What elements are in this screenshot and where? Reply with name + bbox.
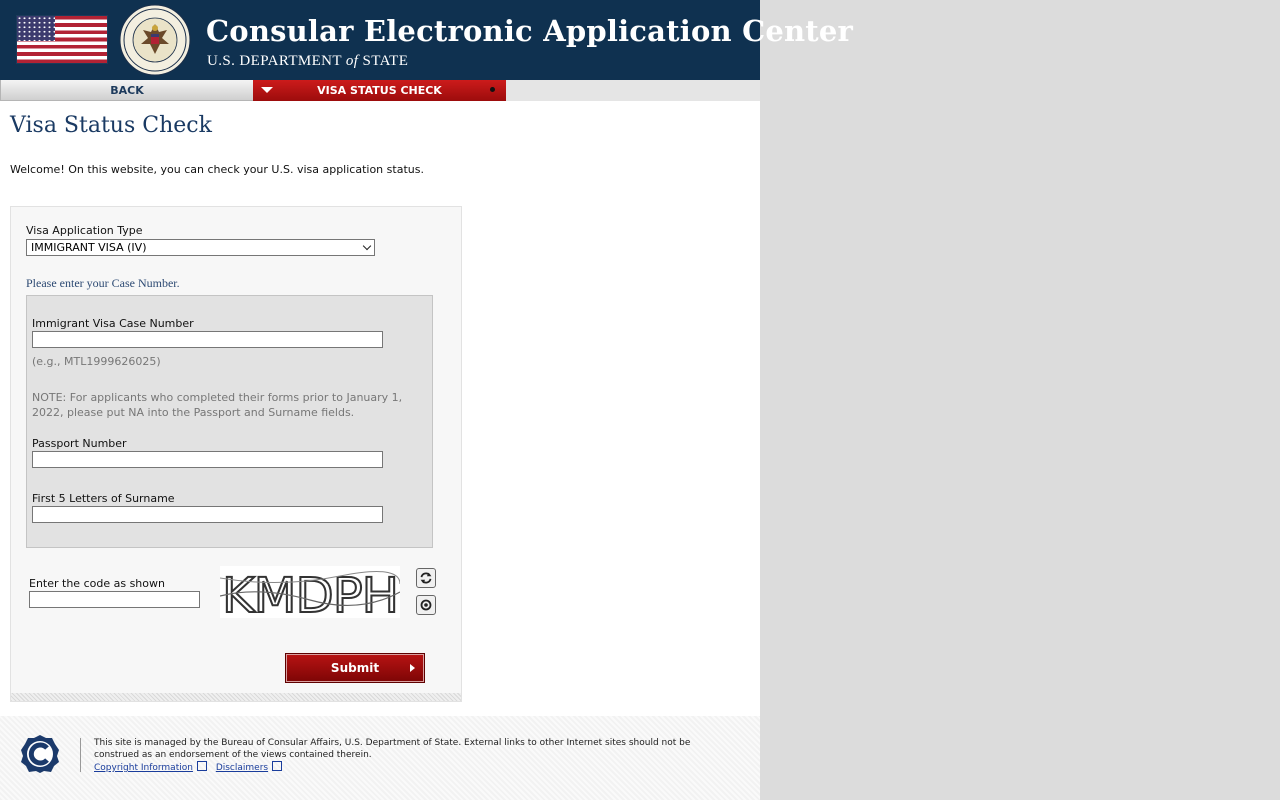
captcha-input[interactable] [29, 591, 200, 608]
captcha-label: Enter the code as shown [29, 577, 165, 590]
consular-c-logo-icon [20, 734, 60, 774]
site-title: Consular Electronic Application Center [206, 14, 854, 48]
footer-text: This site is managed by the Bureau of Consular Affairs, U.S. Department of State. External links to other Internet sites should not be construed as an endorsement of the views contained therein. [94, 738, 691, 760]
nav-dot-icon [490, 87, 495, 92]
visa-type-selected: IMMIGRANT VISA (IV) [31, 241, 147, 254]
note-text: NOTE: For applicants who completed their forms prior to January 1, 2022, please put NA into the Passport and Surname fields. [32, 391, 403, 419]
captcha-image [220, 566, 400, 618]
visa-type-select[interactable] [26, 239, 375, 256]
case-number-label: Immigrant Visa Case Number [32, 317, 194, 330]
captcha-text: KMDPH [222, 568, 398, 618]
passport-label: Passport Number [32, 437, 127, 450]
audio-icon [417, 596, 435, 614]
surname-label: First 5 Letters of Surname [32, 492, 175, 505]
case-number-input[interactable] [32, 331, 383, 348]
back-button[interactable]: BACK [0, 80, 254, 101]
captcha-refresh-button[interactable] [416, 568, 436, 588]
refresh-icon [417, 569, 435, 587]
submit-label: Submit [330, 661, 380, 675]
dropdown-arrow-icon [261, 87, 273, 93]
passport-input[interactable] [32, 451, 383, 468]
surname-input[interactable] [32, 506, 383, 523]
department-seal-icon [119, 4, 191, 76]
case-number-heading: Please enter your Case Number. [26, 276, 180, 290]
nav-bar [0, 80, 760, 101]
footer-divider [80, 738, 81, 772]
external-link-icon [197, 761, 207, 771]
copyright-link-label: Copyright Information [94, 763, 193, 773]
visa-type-label: Visa Application Type [26, 224, 143, 237]
copyright-link[interactable] [94, 763, 207, 773]
footer-links [94, 761, 288, 773]
submit-button[interactable] [285, 653, 425, 683]
disclaimers-link-label: Disclaimers [215, 763, 269, 773]
nav-visa-status-check-label: VISA STATUS CHECK [317, 84, 442, 97]
arrow-right-icon [410, 664, 415, 672]
site-footer [0, 716, 760, 800]
case-number-example: (e.g., MTL1999626025) [32, 355, 161, 368]
chevron-down-icon [363, 242, 371, 250]
nav-visa-status-check[interactable] [253, 80, 506, 101]
us-flag-icon [17, 16, 107, 63]
external-link-icon [272, 761, 282, 771]
page-title: Visa Status Check [10, 113, 212, 138]
panel-bottom-strip [11, 693, 461, 701]
welcome-text: Welcome! On this website, you can check your U.S. visa application status. [10, 163, 424, 176]
disclaimers-link[interactable] [216, 763, 282, 773]
flag-canton [17, 16, 55, 41]
site-subtitle: U.S. DEPARTMENT of STATE [207, 53, 409, 69]
site-header [0, 0, 854, 80]
captcha-audio-button[interactable] [416, 595, 436, 615]
